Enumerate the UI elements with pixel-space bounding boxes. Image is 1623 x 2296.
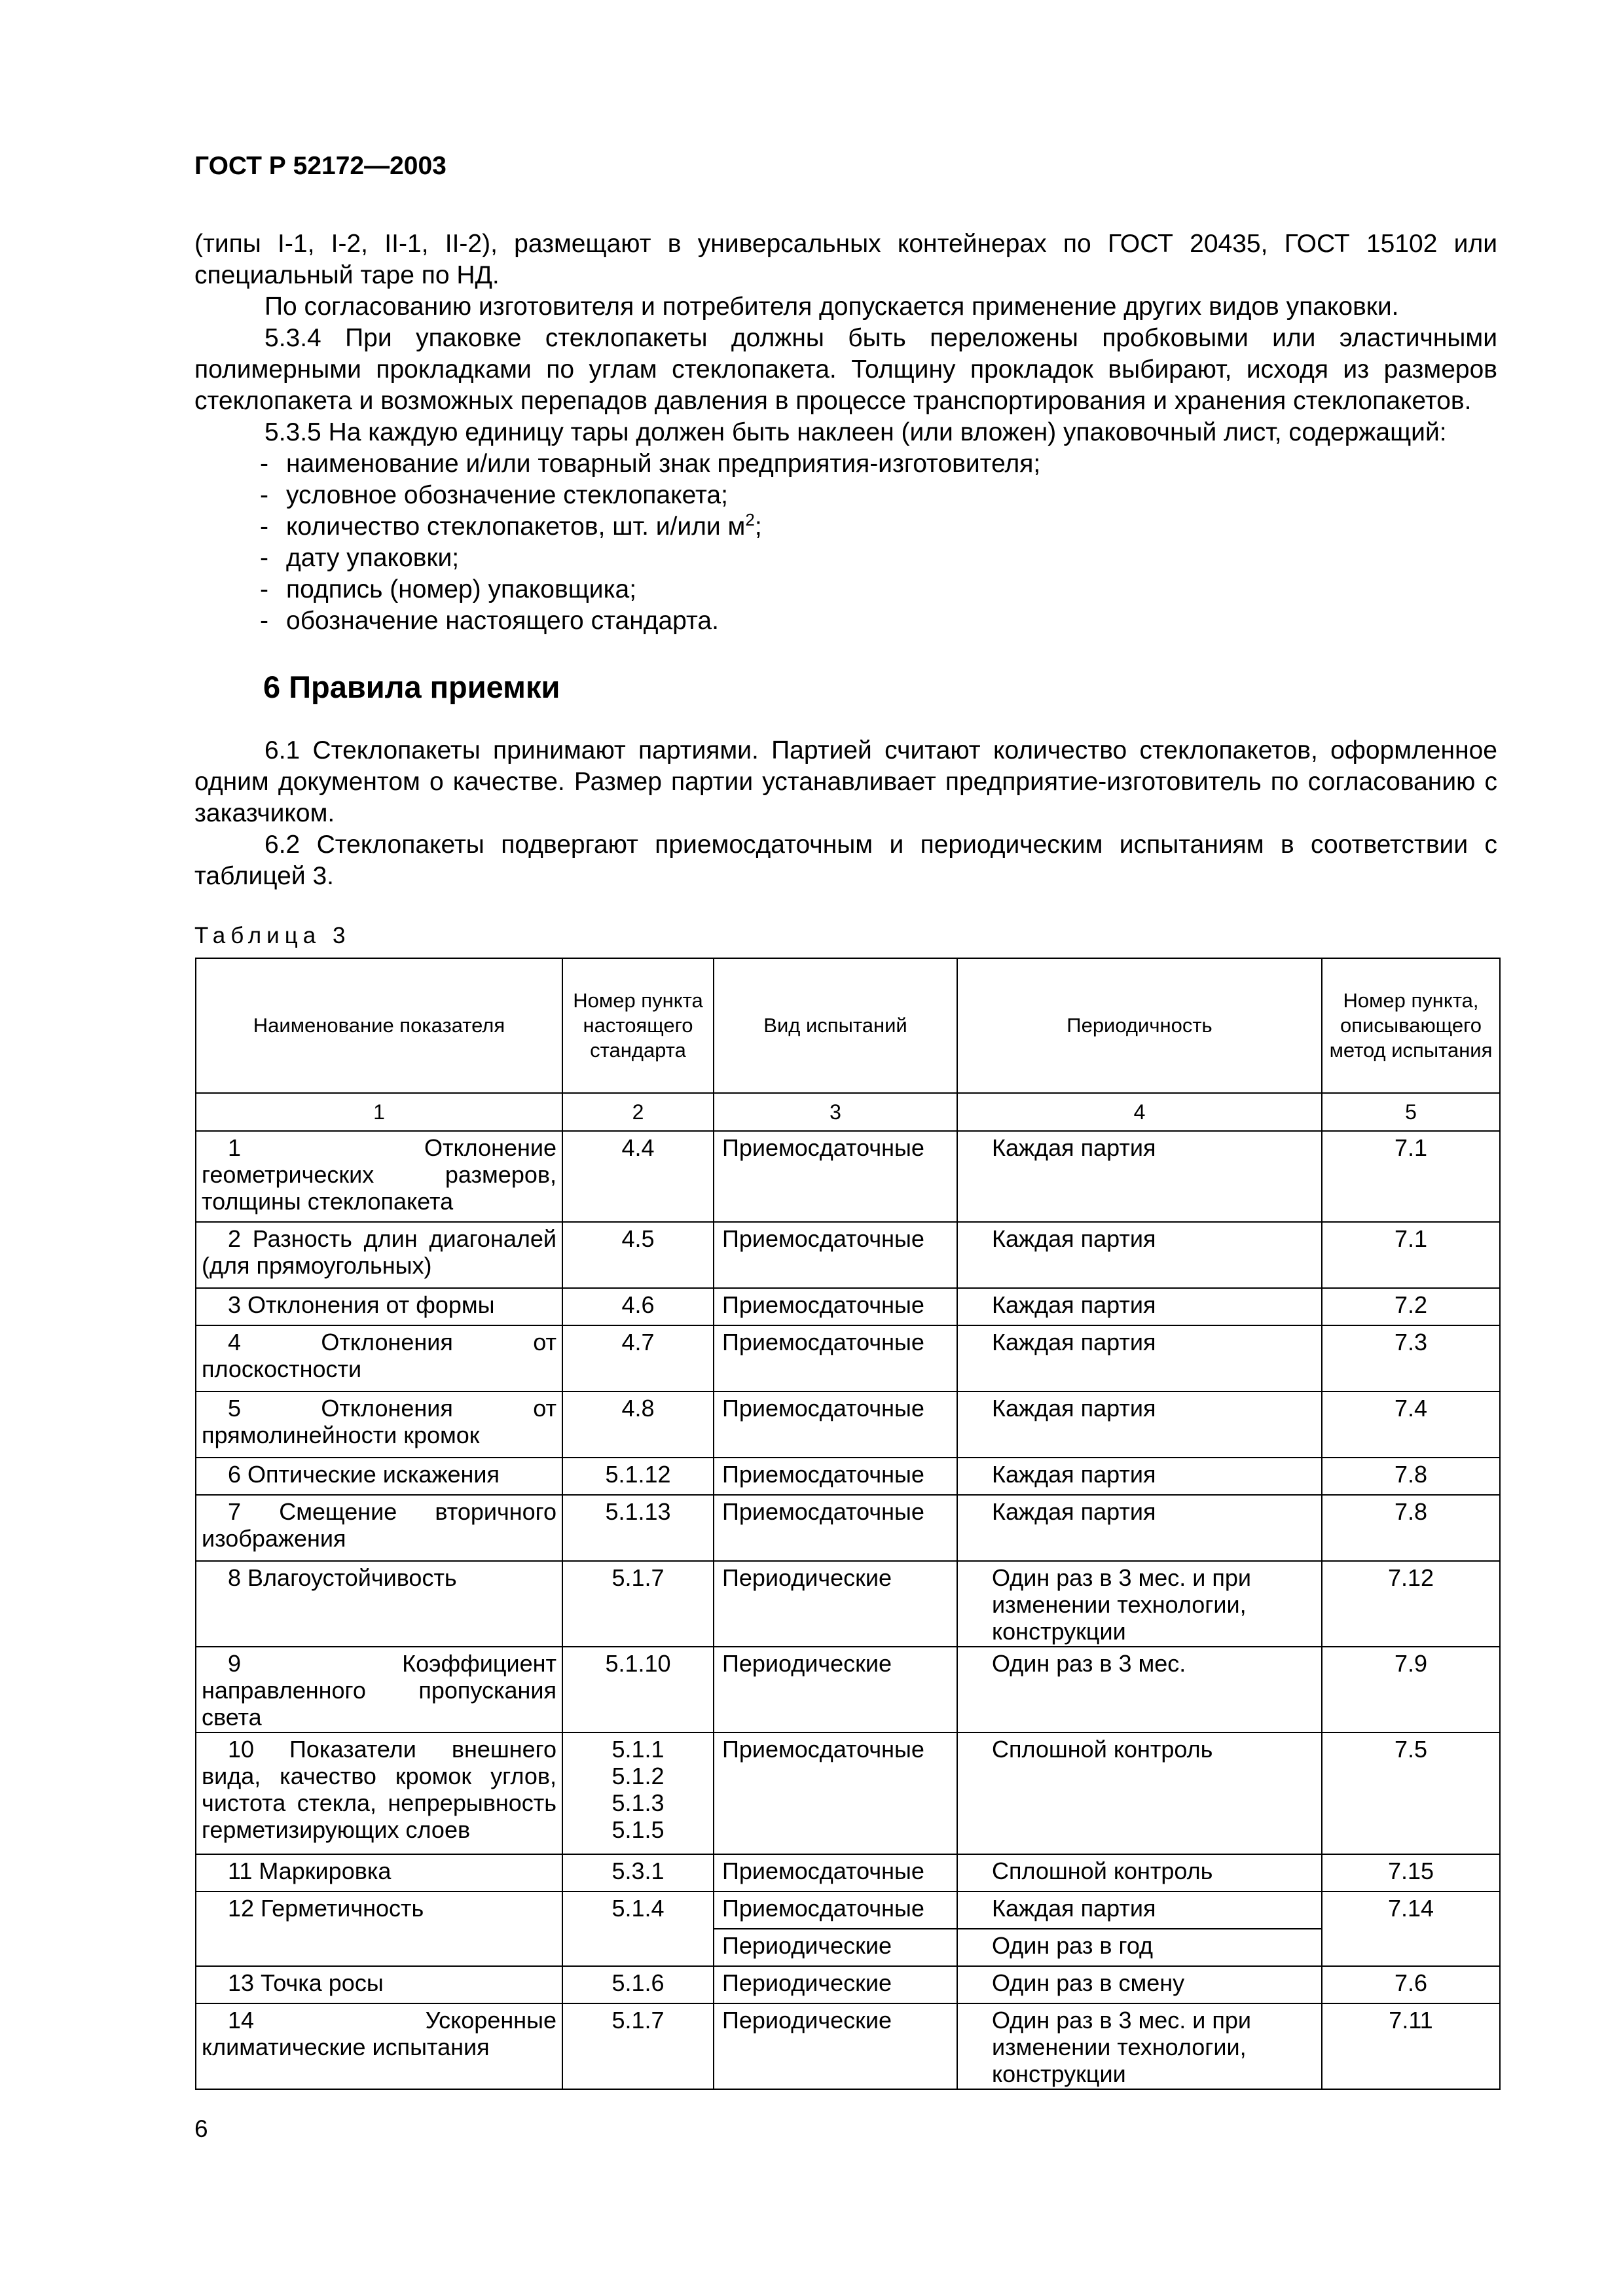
cell-indicator: 10 Показатели внешнего вида, качество кромок углов, чистота стекла, непрерывность герметизирующих слоев bbox=[196, 1732, 562, 1854]
cell-method: 7.1 bbox=[1322, 1131, 1500, 1222]
list-item: - условное обозначение стеклопакета; bbox=[260, 481, 728, 509]
cell-clause: 5.1.1 5.1.2 5.1.3 5.1.5 bbox=[562, 1732, 714, 1854]
page-number: 6 bbox=[194, 2115, 208, 2142]
column-numbers-row bbox=[196, 1093, 1500, 1131]
cell-clause: 4.7 bbox=[562, 1325, 714, 1391]
cell-clause: 5.1.4 bbox=[562, 1892, 714, 1966]
cell-test-type: Приемосдаточные bbox=[714, 1222, 957, 1288]
cell-test-type: Периодические bbox=[714, 2003, 957, 2089]
list-item: - количество стеклопакетов, шт. и/или $м^2$; bbox=[260, 510, 762, 541]
table-row bbox=[196, 1854, 1500, 1892]
cell-periodicity: Один раз в год bbox=[957, 1929, 1322, 1966]
cell-method: 7.2 bbox=[1322, 1288, 1500, 1325]
cell-periodicity: Каждая партия bbox=[957, 1495, 1322, 1561]
section-6-text bbox=[194, 735, 1497, 892]
cell-test-type: Приемосдаточные bbox=[714, 1288, 957, 1325]
cell-clause: 5.1.6 bbox=[562, 1966, 714, 2003]
table-row bbox=[196, 1458, 1500, 1495]
table-row bbox=[196, 1647, 1500, 1732]
acceptance-tests-table bbox=[195, 958, 1501, 2090]
cell-indicator: 8 Влагоустойчивость bbox=[196, 1561, 562, 1647]
cell-clause: 5.1.13 bbox=[562, 1495, 714, 1561]
cell-clause: 5.1.12 bbox=[562, 1458, 714, 1495]
cell-periodicity: Один раз в 3 мес. bbox=[957, 1647, 1322, 1732]
table-row bbox=[196, 1966, 1500, 2003]
table-row bbox=[196, 1561, 1500, 1647]
paragraph-6-2: 6.2 Стеклопакеты подвергают приемосдаточным и периодическим испытаниям в соответствии с таблицей 3. bbox=[194, 831, 1497, 890]
cell-test-type: Периодические bbox=[714, 1966, 957, 2003]
cell-clause: 5.1.10 bbox=[562, 1647, 714, 1732]
cell-indicator: 11 Маркировка bbox=[196, 1854, 562, 1892]
cell-method: 7.5 bbox=[1322, 1732, 1500, 1854]
cell-method: 7.8 bbox=[1322, 1495, 1500, 1561]
cell-periodicity: Каждая партия bbox=[957, 1391, 1322, 1458]
column-number: 1 bbox=[196, 1093, 562, 1131]
cell-clause: 5.1.7 bbox=[562, 1561, 714, 1647]
packing-list-items bbox=[194, 448, 1497, 637]
cell-periodicity: Каждая партия bbox=[957, 1131, 1322, 1222]
cell-periodicity: Сплошной контроль bbox=[957, 1732, 1322, 1854]
cell-indicator: 13 Точка росы bbox=[196, 1966, 562, 2003]
table-row bbox=[196, 1391, 1500, 1458]
table-row bbox=[196, 1222, 1500, 1288]
cell-periodicity: Каждая партия bbox=[957, 1288, 1322, 1325]
cell-test-type: Приемосдаточные bbox=[714, 1854, 957, 1892]
cell-method: 7.14 bbox=[1322, 1892, 1500, 1966]
cell-indicator: 14 Ускоренные климатические испытания bbox=[196, 2003, 562, 2089]
cell-periodicity: Каждая партия bbox=[957, 1892, 1322, 1929]
paragraph-5-3-4: 5.3.4 При упаковке стеклопакеты должны быть переложены пробковыми или эластичными полимерными прокладками по углам стеклопакета. Толщину прокладок выбирают, исходя из размеров стеклопакета и возможных перепадов давления в процессе транспортирования и хранения стеклопакетов. bbox=[194, 324, 1497, 415]
column-number: 2 bbox=[562, 1093, 714, 1131]
table-caption: Таблица 3 bbox=[194, 923, 351, 948]
document-id: ГОСТ Р 52172—2003 bbox=[194, 152, 447, 180]
table-row bbox=[196, 1892, 1500, 1929]
column-number: 3 bbox=[714, 1093, 957, 1131]
cell-indicator: 3 Отклонения от формы bbox=[196, 1288, 562, 1325]
cell-test-type: Приемосдаточные bbox=[714, 1131, 957, 1222]
paragraph-packaging-containers: (типы I-1, I-2, II-1, II-2), размещают в универсальных контейнерах по ГОСТ 20435, ГОСТ 15102 или специальный таре по НД. bbox=[194, 230, 1497, 289]
table-row bbox=[196, 1495, 1500, 1561]
cell-indicator: 2 Разность длин диагоналей (для прямоугольных) bbox=[196, 1222, 562, 1288]
table-row bbox=[196, 1288, 1500, 1325]
cell-indicator: 4 Отклонения от плоскостности bbox=[196, 1325, 562, 1391]
table-row bbox=[196, 2003, 1500, 2089]
cell-clause: 4.5 bbox=[562, 1222, 714, 1288]
paragraph-other-packaging: По согласованию изготовителя и потребителя допускается применение других видов упаковки. bbox=[264, 293, 1399, 321]
cell-test-type: Периодические bbox=[714, 1929, 957, 1966]
paragraph-5-3-5: 5.3.5 На каждую единицу тары должен быть наклеен (или вложен) упаковочный лист, содержащий: bbox=[264, 418, 1447, 446]
list-item: - наименование и/или товарный знак предприятия-изготовителя; bbox=[260, 450, 1041, 478]
header-indicator: Наименование показателя bbox=[196, 958, 562, 1093]
header-test-type: Вид испытаний bbox=[714, 958, 957, 1093]
cell-periodicity: Каждая партия bbox=[957, 1222, 1322, 1288]
cell-method: 7.1 bbox=[1322, 1222, 1500, 1288]
cell-test-type: Приемосдаточные bbox=[714, 1495, 957, 1561]
cell-periodicity: Один раз в 3 мес. и при изменении технологии, конструкции bbox=[957, 1561, 1322, 1647]
cell-test-type: Приемосдаточные bbox=[714, 1732, 957, 1854]
cell-method: 7.3 bbox=[1322, 1325, 1500, 1391]
cell-test-type: Приемосдаточные bbox=[714, 1325, 957, 1391]
cell-indicator: 1 Отклонение геометрических размеров, толщины стеклопакета bbox=[196, 1131, 562, 1222]
cell-test-type: Периодические bbox=[714, 1561, 957, 1647]
cell-method: 7.15 bbox=[1322, 1854, 1500, 1892]
cell-periodicity: Один раз в смену bbox=[957, 1966, 1322, 2003]
paragraph-6-1: 6.1 Стеклопакеты принимают партиями. Партией считают количество стеклопакетов, оформленное одним документом о качестве. Размер партии устанавливает предприятие-изготовитель по согласованию с заказчиком. bbox=[194, 736, 1497, 827]
table-header-row bbox=[196, 958, 1500, 1093]
cell-clause: 4.4 bbox=[562, 1131, 714, 1222]
cell-test-type: Приемосдаточные bbox=[714, 1458, 957, 1495]
column-number: 4 bbox=[957, 1093, 1322, 1131]
cell-clause: 5.3.1 bbox=[562, 1854, 714, 1892]
cell-test-type: Приемосдаточные bbox=[714, 1892, 957, 1929]
cell-indicator: 5 Отклонения от прямолинейности кромок bbox=[196, 1391, 562, 1458]
header-method: Номер пункта, описывающего метод испытания bbox=[1322, 958, 1500, 1093]
table-row bbox=[196, 1325, 1500, 1391]
cell-clause: 4.6 bbox=[562, 1288, 714, 1325]
cell-periodicity: Каждая партия bbox=[957, 1458, 1322, 1495]
cell-clause: 4.8 bbox=[562, 1391, 714, 1458]
cell-method: 7.4 bbox=[1322, 1391, 1500, 1458]
cell-indicator: 7 Смещение вторичного изображения bbox=[196, 1495, 562, 1561]
section-6-heading: 6 Правила приемки bbox=[263, 670, 560, 704]
cell-method: 7.8 bbox=[1322, 1458, 1500, 1495]
header-clause: Номер пункта настоящего стандарта bbox=[562, 958, 714, 1093]
cell-indicator: 6 Оптические искажения bbox=[196, 1458, 562, 1495]
cell-method: 7.11 bbox=[1322, 2003, 1500, 2089]
column-number: 5 bbox=[1322, 1093, 1500, 1131]
header-periodicity: Периодичность bbox=[957, 958, 1322, 1093]
list-item: - обозначение настоящего стандарта. bbox=[260, 607, 719, 635]
cell-clause: 5.1.7 bbox=[562, 2003, 714, 2089]
list-item: - подпись (номер) упаковщика; bbox=[260, 575, 637, 603]
cell-method: 7.9 bbox=[1322, 1647, 1500, 1732]
cell-test-type: Приемосдаточные bbox=[714, 1391, 957, 1458]
cell-periodicity: Каждая партия bbox=[957, 1325, 1322, 1391]
cell-periodicity: Сплошной контроль bbox=[957, 1854, 1322, 1892]
cell-method: 7.12 bbox=[1322, 1561, 1500, 1647]
cell-test-type: Периодические bbox=[714, 1647, 957, 1732]
cell-periodicity: Один раз в 3 мес. и при изменении технологии, конструкции bbox=[957, 2003, 1322, 2089]
list-item: - дату упаковки; bbox=[260, 544, 460, 572]
cell-method: 7.6 bbox=[1322, 1966, 1500, 2003]
cell-indicator: 9 Коэффициент направленного пропускания света bbox=[196, 1647, 562, 1732]
cell-indicator: 12 Герметичность bbox=[196, 1892, 562, 1966]
section-5-text bbox=[194, 228, 1497, 637]
table-row bbox=[196, 1732, 1500, 1854]
table-row bbox=[196, 1131, 1500, 1222]
